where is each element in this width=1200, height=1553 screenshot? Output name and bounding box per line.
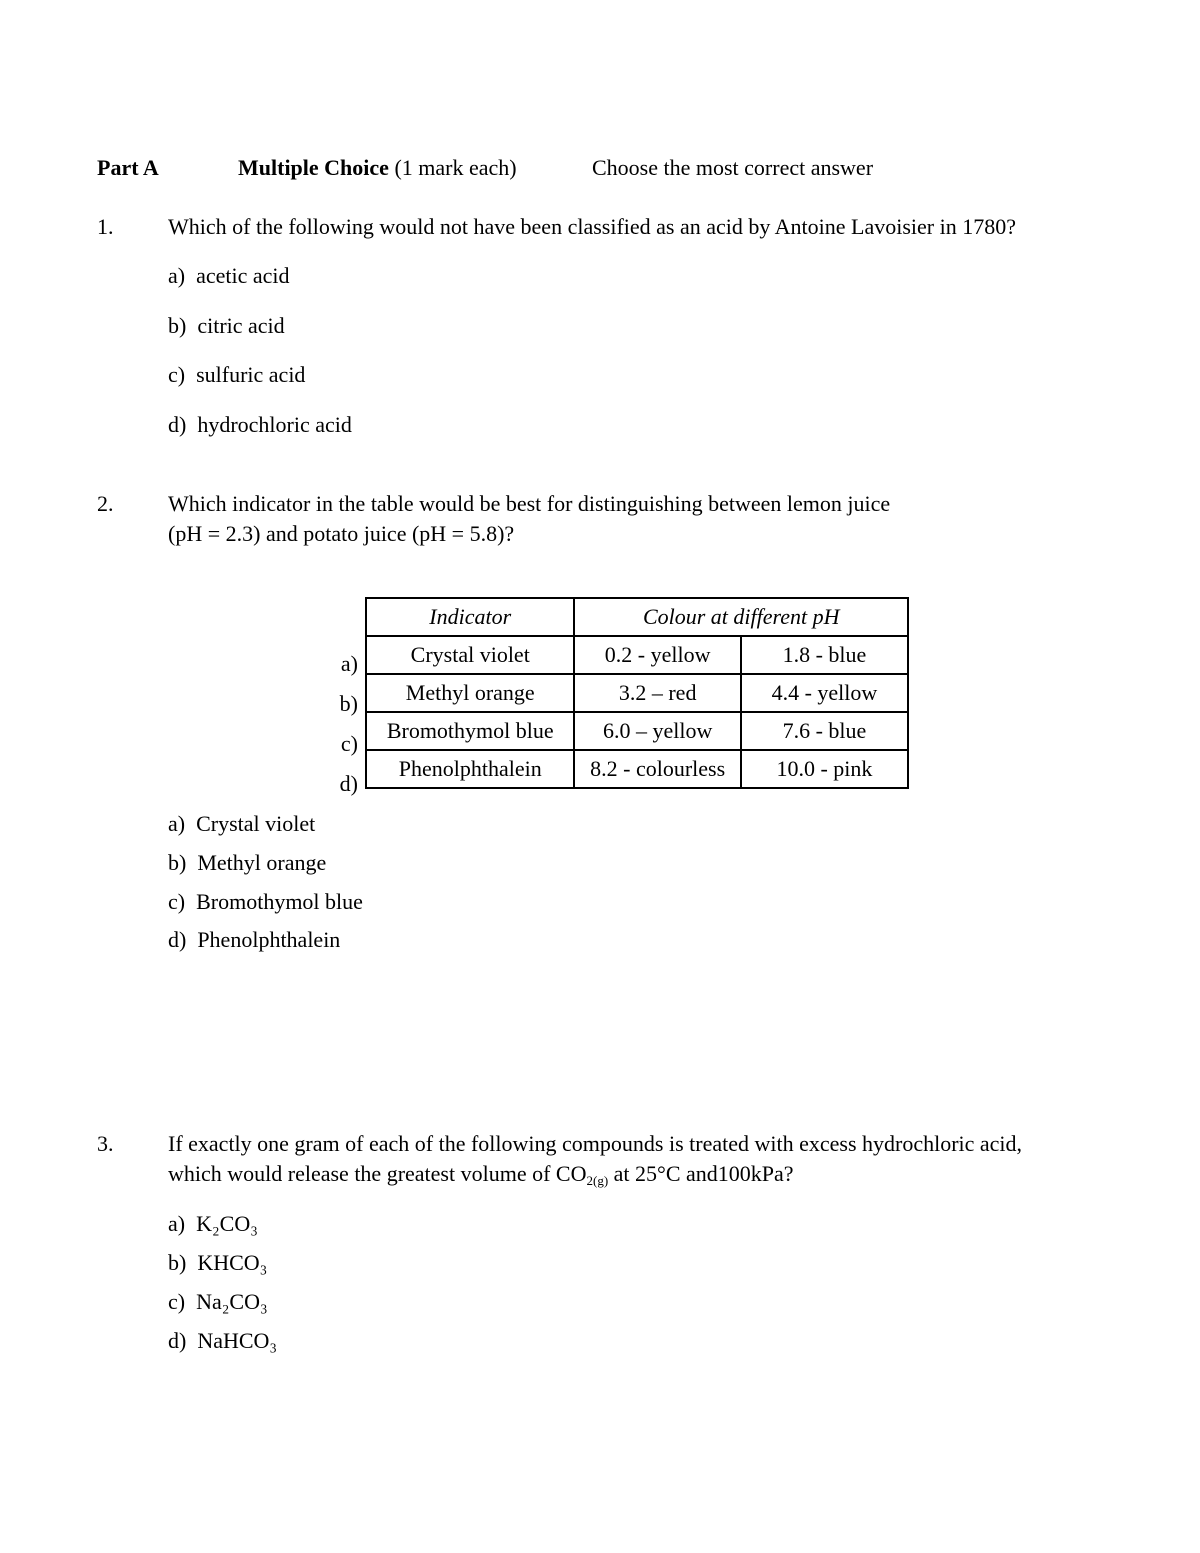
- table-row-label-a: a): [340, 651, 358, 676]
- table-row: [366, 750, 908, 788]
- table-row: [366, 636, 908, 674]
- header-colour: Colour at different pH: [574, 598, 908, 636]
- colour-low: 3.2 – red: [574, 674, 740, 712]
- q1-option-d: d) hydrochloric acid: [168, 412, 352, 437]
- colour-low: 6.0 – yellow: [574, 712, 740, 750]
- section-note: (1 mark each): [388, 155, 517, 180]
- table-row: [366, 674, 908, 712]
- q1-text: Which of the following would not have been classified as an acid by Antoine Lavoisier in 1780?: [168, 214, 1016, 239]
- colour-low: 8.2 - colourless: [574, 750, 740, 788]
- q3-option-d: d) NaHCO₃: [168, 1328, 278, 1353]
- indicator-table: [365, 597, 909, 789]
- table-row-label-b: b): [339, 691, 358, 716]
- instruction-text: Choose the most correct answer: [592, 155, 874, 180]
- q3-text-line1: If exactly one gram of each of the following compounds is treated with excess hydrochloric acid,: [168, 1131, 1023, 1156]
- q3-text-line2: [168, 1161, 794, 1187]
- table-row-label-c: c): [340, 731, 358, 756]
- q2-option-c: c) Bromothymol blue: [168, 889, 363, 914]
- part-label: Part A: [97, 155, 159, 180]
- q2-number: 2.: [97, 491, 114, 516]
- q3-line2-sub: 2(g): [586, 1173, 609, 1188]
- q2-text-line1: Which indicator in the table would be best for distinguishing between lemon juice: [168, 491, 891, 516]
- q1-option-a: a) acetic acid: [168, 263, 290, 288]
- colour-high: 7.6 - blue: [741, 712, 908, 750]
- q3-option-b: b) KHCO₃: [168, 1250, 268, 1275]
- q2-option-b: b) Methyl orange: [168, 850, 327, 875]
- q2-option-a: a) Crystal violet: [168, 811, 316, 836]
- section-title: [238, 155, 517, 181]
- q2-text-line2: (pH = 2.3) and potato juice (pH = 5.8)?: [168, 521, 515, 546]
- indicator-name: Methyl orange: [366, 674, 574, 712]
- q3-number: 3.: [97, 1131, 114, 1156]
- indicator-name: Bromothymol blue: [366, 712, 574, 750]
- indicator-name: Crystal violet: [366, 636, 574, 674]
- table-row-label-d: d): [339, 771, 358, 796]
- q3-line2-pre: which would release the greatest volume of CO: [168, 1161, 587, 1186]
- q3-line2-post: at 25°C and100kPa?: [608, 1161, 794, 1186]
- indicator-name: Phenolphthalein: [366, 750, 574, 788]
- q1-number: 1.: [97, 214, 114, 239]
- colour-low: 0.2 - yellow: [574, 636, 740, 674]
- q3-option-c: c) Na₂CO₃: [168, 1289, 268, 1314]
- colour-high: 10.0 - pink: [741, 750, 908, 788]
- header-indicator: Indicator: [366, 598, 574, 636]
- section-title-bold: Multiple Choice: [238, 155, 389, 180]
- colour-high: 4.4 - yellow: [741, 674, 908, 712]
- table-row: [366, 712, 908, 750]
- q3-option-a: a) K₂CO₃: [168, 1211, 258, 1236]
- q1-option-c: c) sulfuric acid: [168, 362, 306, 387]
- q2-option-d: d) Phenolphthalein: [168, 927, 341, 952]
- q1-option-b: b) citric acid: [168, 313, 285, 338]
- colour-high: 1.8 - blue: [741, 636, 908, 674]
- table-header-row: [366, 598, 908, 636]
